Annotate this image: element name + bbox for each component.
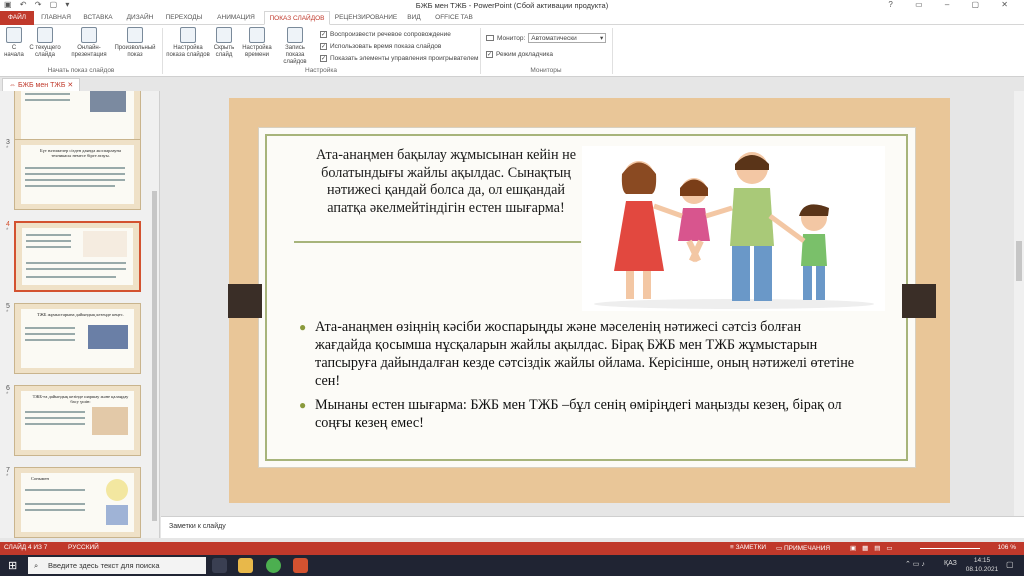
thumbnail-content: [21, 91, 134, 144]
text-line: [25, 339, 75, 341]
monitor-selector: [486, 33, 606, 43]
slide-thumbnail-4[interactable]: [14, 221, 141, 292]
tab-transitions[interactable]: ПЕРЕХОДЫ: [165, 14, 203, 21]
slide-number-label: 5: [6, 303, 10, 310]
text-line: [25, 179, 125, 181]
slideshow-current-icon: [37, 27, 53, 43]
tab-design[interactable]: ДИЗАЙН: [126, 14, 154, 21]
slide-number-4: [6, 221, 10, 234]
thumbnail-title: Сонымен: [31, 476, 49, 481]
text-line: [25, 411, 85, 413]
clock-date: 08.10.2021: [965, 566, 999, 573]
online-label: Онлайн-презентация: [71, 45, 107, 58]
custom-show-icon: [127, 27, 143, 43]
group-monitors-label: Мониторы: [530, 67, 562, 74]
thumbnail-content: [21, 309, 134, 368]
photo-thumbnail: [88, 325, 128, 349]
taskbar-search-input[interactable]: [28, 557, 206, 574]
text-line: [26, 268, 126, 270]
window-title: БЖБ мен ТЖБ - PowerPoint (Сбой активации продукта): [415, 1, 609, 10]
text-line: [26, 240, 71, 242]
comments-toggle[interactable]: ▭ ПРИМЕЧАНИЯ: [776, 545, 831, 552]
language-indicator[interactable]: РУССКИЙ: [68, 544, 99, 551]
rehearse-timings-button[interactable]: [240, 27, 274, 59]
online-presentation-button[interactable]: [64, 27, 114, 59]
monitor-value: Автоматически: [531, 35, 577, 42]
tab-insert[interactable]: ВСТАВКА: [83, 14, 113, 21]
text-line: [25, 509, 85, 511]
tab-review[interactable]: РЕЦЕНЗИРОВАНИЕ: [334, 14, 398, 21]
use-timings-label: Использовать время показа слайдов: [330, 43, 442, 50]
thumbnail-content: [21, 145, 134, 204]
hide-slide-icon: [216, 27, 232, 43]
record-label: Запись показа слайдов: [283, 45, 307, 65]
thumbnail-title: ТЖБ жұмыстарына дайындық кезеңде кеңес.: [37, 312, 124, 317]
custom-show-button[interactable]: [114, 27, 156, 59]
show-controls-label: Показать элементы управления проигрывателем: [330, 55, 479, 62]
slide-number-7: [6, 467, 10, 480]
group-separator: [480, 28, 481, 74]
star-icon: *: [6, 228, 9, 234]
document-tab-label: БЖБ мен ТЖБ: [17, 82, 66, 89]
document-tab[interactable]: ⇔ БЖБ мен ТЖБ ✕: [2, 78, 80, 91]
slide-number-5: [6, 303, 10, 316]
check-icon: ✓: [321, 32, 327, 38]
text-line: [25, 423, 85, 425]
group-setup-label: Настройка: [305, 67, 337, 74]
taskbar: [0, 555, 1024, 576]
thumbnail-content: [21, 473, 134, 532]
view-buttons[interactable]: ▣▦▤▭: [850, 545, 899, 552]
bullet-icon: ●: [299, 398, 307, 412]
text-line: [25, 503, 85, 505]
tab-office-tab[interactable]: OFFICE TAB: [435, 14, 473, 21]
text-line: [25, 489, 85, 491]
system-tray-icons[interactable]: ⌃ ▭ ♪: [905, 561, 925, 568]
photo-thumbnail: [92, 407, 128, 435]
text-line: [25, 185, 115, 187]
monitor-label: Монитор:: [497, 34, 526, 42]
group-separator: [612, 28, 613, 74]
clock[interactable]: [964, 556, 1000, 574]
text-line: [25, 327, 75, 329]
tab-view[interactable]: ВИД: [407, 14, 421, 21]
slideshow-icon: [6, 27, 22, 43]
clock-time: 14:15: [973, 557, 991, 564]
group-start-label: Начать показ слайдов: [47, 67, 115, 74]
star-icon: *: [6, 474, 9, 480]
document-tab-bar: [0, 77, 1024, 91]
slide-quote-text: Ата-анаңмен бақылау жұмысынан кейін не болатындығы жайлы ақылдас. Сынақтың нәтижесі қандай болса да, ол ешқандай апатқа әкелмейтіндігін естен шығарма!: [315, 147, 577, 216]
file-explorer-icon[interactable]: [238, 558, 253, 573]
tab-home[interactable]: ГЛАВНАЯ: [41, 14, 71, 21]
notes-placeholder: Заметки к слайду: [169, 523, 226, 530]
text-line: [25, 93, 70, 95]
zoom-level[interactable]: 106 %: [997, 544, 1016, 551]
family-svg: [582, 146, 885, 311]
presenter-view-label: Режим докладчика: [496, 51, 553, 58]
slide-thumbnail-pane: [0, 91, 160, 538]
text-line: [25, 333, 75, 335]
monitor-icon: [486, 35, 494, 41]
zoom-slider[interactable]: [920, 548, 980, 549]
bullet-item-2: [299, 396, 859, 432]
hide-slide-label: Скрыть слайд: [213, 45, 235, 58]
scrollbar-thumb[interactable]: [1016, 241, 1022, 281]
bullet-text: Мынаны естен шығарма: БЖБ мен ТЖБ –бұл сенің өміріңдегі маңызды кезең, бірақ ол соңғы кезең емес!: [315, 397, 842, 431]
text-line: [25, 173, 125, 175]
search-icon: ⌕: [34, 561, 39, 570]
text-line: [26, 246, 71, 248]
quick-access-toolbar[interactable]: ▣ ↶ ↷ ▢ ▾: [4, 0, 73, 9]
chrome-icon[interactable]: [266, 558, 281, 573]
star-icon: *: [6, 146, 9, 152]
globe-icon: [81, 27, 97, 43]
powerpoint-icon[interactable]: [293, 558, 308, 573]
check-icon: ✓: [321, 56, 327, 62]
use-timings-checkbox[interactable]: [320, 43, 441, 50]
custom-show-label: Произвольный показ: [114, 45, 156, 58]
thumbnail-title: Бүт нәтижелер сізден даянда жоспарлауна техникасы немесе бірге атауы.: [40, 148, 121, 158]
star-icon: *: [6, 392, 9, 398]
text-line: [26, 262, 126, 264]
setup-icon: [180, 27, 196, 43]
comments-toggle-label: ПРИМЕЧАНИЯ: [783, 545, 831, 552]
tab-file[interactable]: ФАЙЛ: [0, 11, 34, 25]
narration-label: Воспроизвести речевое сопровождение: [330, 31, 451, 38]
window-controls[interactable]: ? ▭ – ▢ ✕: [888, 0, 1018, 9]
search-placeholder: Введите здесь текст для поиска: [48, 561, 160, 570]
from-start-label: С начала: [4, 45, 24, 58]
title-bar: [0, 0, 1024, 11]
check-icon: ✓: [487, 52, 493, 58]
windows-start-icon[interactable]: ⊞: [8, 560, 18, 572]
binder-clip-right: [902, 284, 936, 318]
keyboard-language[interactable]: ҚАЗ: [944, 560, 957, 567]
record-show-button[interactable]: [276, 27, 314, 66]
ribbon: [0, 25, 1024, 77]
timings-label: Настройка времени: [242, 45, 272, 58]
bullet-text: Ата-анаңмен өзіңнің кәсіби жоспарыңды және мәселенің нәтижесі сәтсіз болған жағдайда қосымша нұсқаларын жайлы ақылдас. Бірақ БЖБ мен ТЖБ жұмыстарын тапсыруға дайындалған кезде сәтсіздік жайлы ойлама. Керісінше, оның нәтижелі өтетіне сен!: [315, 319, 855, 389]
timer-icon: [249, 27, 265, 43]
notification-icon[interactable]: ▢: [1006, 560, 1014, 569]
check-icon: ✓: [321, 44, 327, 50]
hide-slide-button[interactable]: [211, 27, 237, 59]
slide-number-label: 6: [6, 385, 10, 392]
thumbnail-scrollbar[interactable]: [150, 91, 159, 538]
photo-thumbnail: [90, 91, 126, 112]
bullet-icon: ●: [299, 320, 307, 334]
slide-thumbnail-3[interactable]: [14, 139, 141, 210]
setup-show-button[interactable]: [166, 27, 210, 59]
record-icon: [287, 27, 303, 43]
notes-toggle[interactable]: ≡ ЗАМЕТКИ: [730, 544, 767, 551]
slide-thumbnail-7[interactable]: [14, 467, 141, 538]
slide-thumbnail-5[interactable]: [14, 303, 141, 374]
scrollbar-thumb[interactable]: [152, 191, 157, 521]
notes-pane[interactable]: [161, 516, 1024, 538]
text-line: [25, 417, 85, 419]
text-line: [26, 276, 116, 278]
slide-number-label: 7: [6, 467, 10, 474]
tab-slide-show[interactable]: ПОКАЗ СЛАЙДОВ: [264, 11, 330, 25]
photo-thumbnail: [106, 505, 128, 525]
slide-number-3: [6, 139, 10, 152]
monitor-dropdown[interactable]: [528, 33, 606, 43]
slide-thumbnail-6[interactable]: [14, 385, 141, 456]
quote-underline: [294, 241, 581, 243]
binder-clip-left: [228, 284, 262, 318]
text-line: [25, 99, 70, 101]
presenter-view-checkbox[interactable]: [486, 51, 553, 58]
task-view-icon[interactable]: [212, 558, 227, 573]
from-current-label: С текущего слайда: [29, 45, 61, 58]
sun-thumbnail: [106, 479, 128, 501]
status-bar: [0, 542, 1024, 555]
ribbon-tabs: [0, 11, 1024, 25]
bullet-item-1: [299, 318, 859, 390]
tab-animation[interactable]: АНИМАЦИЯ: [217, 14, 255, 21]
slide-counter: СЛАЙД 4 ИЗ 7: [4, 544, 48, 551]
chevron-down-icon: ▾: [600, 35, 604, 42]
thumbnail-title: ТЖБ-ға дайындық кезінде шаршау және қалаңдау басу үшін:: [32, 394, 129, 404]
slide-number-6: [6, 385, 10, 398]
star-icon: *: [6, 310, 9, 316]
thumbnail-content: [22, 228, 133, 285]
slide-number-label: 3: [6, 139, 10, 146]
notes-toggle-label: ЗАМЕТКИ: [735, 544, 767, 551]
group-separator: [162, 28, 163, 74]
text-line: [25, 167, 125, 169]
from-start-button[interactable]: [2, 27, 26, 59]
family-illustration: [582, 146, 885, 311]
from-current-button[interactable]: [28, 27, 62, 59]
family-thumbnail: [83, 231, 127, 257]
narration-checkbox[interactable]: [320, 31, 451, 38]
setup-label: Настройка показа слайдов: [166, 45, 210, 58]
show-controls-checkbox[interactable]: [320, 55, 478, 62]
slide-scrollbar[interactable]: [1014, 91, 1024, 516]
thumbnail-content: [21, 391, 134, 450]
slide-number-label: 4: [6, 221, 10, 228]
text-line: [26, 234, 71, 236]
